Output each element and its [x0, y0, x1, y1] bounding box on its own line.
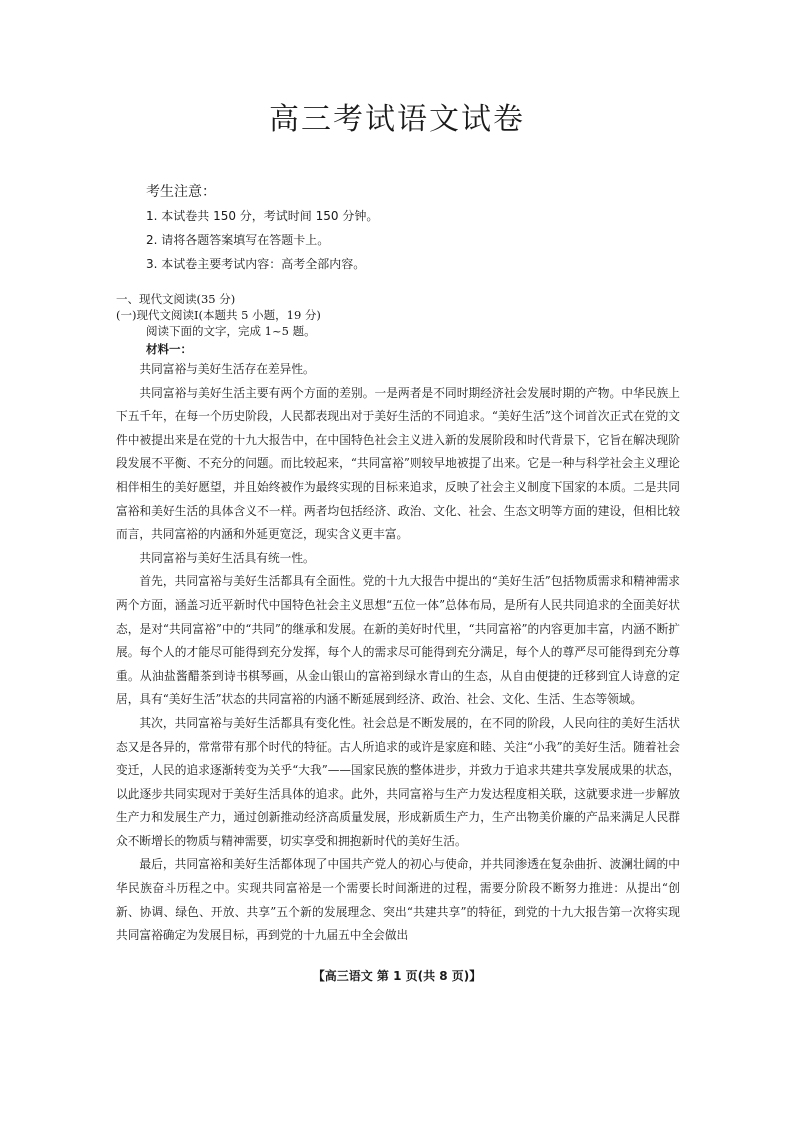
page-title: 高三考试语文试卷	[269, 102, 525, 137]
notice-heading: 考生注意：	[146, 184, 216, 200]
passage-paragraph: 共同富裕与美好生活存在差异性。	[139, 362, 315, 376]
passage-paragraph: 最后，共同富裕和美好生活都体现了中国共产党人的初心与使命，并共同渗透在复杂曲折、波澜壮阔的中华民族奋斗历程之中。实现共同富裕是一个需要长时间渐进的过程，需要分阶段不断努力推进：从提出“创新、协调、绿色、开放、共享”五个新的发展理念、突出“共建共享”的特征，到党的十九大报告第一次将实现共同富裕确定为发展目标，再到党的十九届五中全会做出	[116, 857, 680, 943]
passage-paragraph: 其次，共同富裕与美好生活都具有变化性。社会总是不断发展的，在不同的阶段，人民向往的美好生活状态又是各异的，常常带有那个时代的特征。古人所追求的或许是家庭和睦、关注“小我”的美好生活。随着社会变迁，人民的追求逐渐转变为关乎“大我”——国家民族的整体进步，并致力于追求共建共享发展成果的状态，以此逐步共同实现对于美好生活具体的追求。此外，共同富裕与生产力发达程度相关联，这就要求进一步解放生产力和发展生产力，通过创新推动经济高质量发展，形成新质生产力，生产出物美价廉的产品来满足人民群众不断增长的物质与精神需要，切实享受和拥抱新时代的美好生活。	[116, 715, 680, 848]
material-label: 材料一：	[146, 342, 192, 356]
notice-item: 2. 请将各题答案填写在答题卡上。	[146, 233, 330, 247]
reading-passage	[116, 358, 680, 948]
notice-item: 1. 本试卷共 150 分，考试时间 150 分钟。	[146, 209, 379, 223]
notice-item: 3. 本试卷主要考试内容：高考全部内容。	[146, 257, 366, 271]
section-heading: 一、现代文阅读(35 分)	[116, 292, 236, 306]
reading-instruction: 阅读下面的文字，完成 1~5 题。	[146, 324, 316, 338]
exam-notice	[146, 180, 706, 276]
subsection-heading: (一)现代文阅读Ⅰ(本题共 5 小题，19 分)	[116, 308, 321, 322]
passage-paragraph: 首先，共同富裕与美好生活都具有全面性。党的十九大报告中提出的“美好生活”包括物质需求和精神需求两个方面，涵盖习近平新时代中国特色社会主义思想“五位一体”总体布局，是所有人民共同追求的全面美好状态，是对“共同富裕”中的“共同”的继承和发展。在新的美好时代里，“共同富裕”的内容更加丰富，内涵不断扩展。每个人的才能尽可能得到充分发挥，每个人的需求尽可能得到充分满足，每个人的尊严尽可能得到充分尊重。从油盐酱醋茶到诗书棋琴画，从金山银山的富裕到绿水青山的生态，从自由便捷的迁移到宜人诗意的定居，具有“美好生活”状态的共同富裕的内涵不断延展到经济、政治、社会、文化、生活、生态等领域。	[116, 574, 680, 707]
passage-paragraph: 共同富裕与美好生活主要有两个方面的差别。一是两者是不同时期经济社会发展时期的产物。中华民族上下五千年，在每一个历史阶段，人民都表现出对于美好生活的不同追求。“美好生活”这个词首次正式在党的文件中被提出来是在党的十九大报告中，在中国特色社会主义进入新的发展阶段和时代背景下，它旨在解决现阶段发展不平衡、不充分的问题。而比较起来，“共同富裕”则较早地被提了出来。它是一种与科学社会主义理论相伴相生的美好愿望，并且始终被作为最终实现的目标来追求，反映了社会主义制度下国家的本质。二是共同富裕和美好生活的具体含义不一样。两者均包括经济、政治、文化、社会、生态文明等方面的建设，但相比较而言，共同富裕的内涵和外延更宽泛，现实含义更丰富。	[116, 385, 680, 542]
passage-paragraph: 共同富裕与美好生活具有统一性。	[139, 550, 315, 565]
page-footer: 【高三语文 第 1 页(共 8 页)】	[312, 969, 482, 983]
